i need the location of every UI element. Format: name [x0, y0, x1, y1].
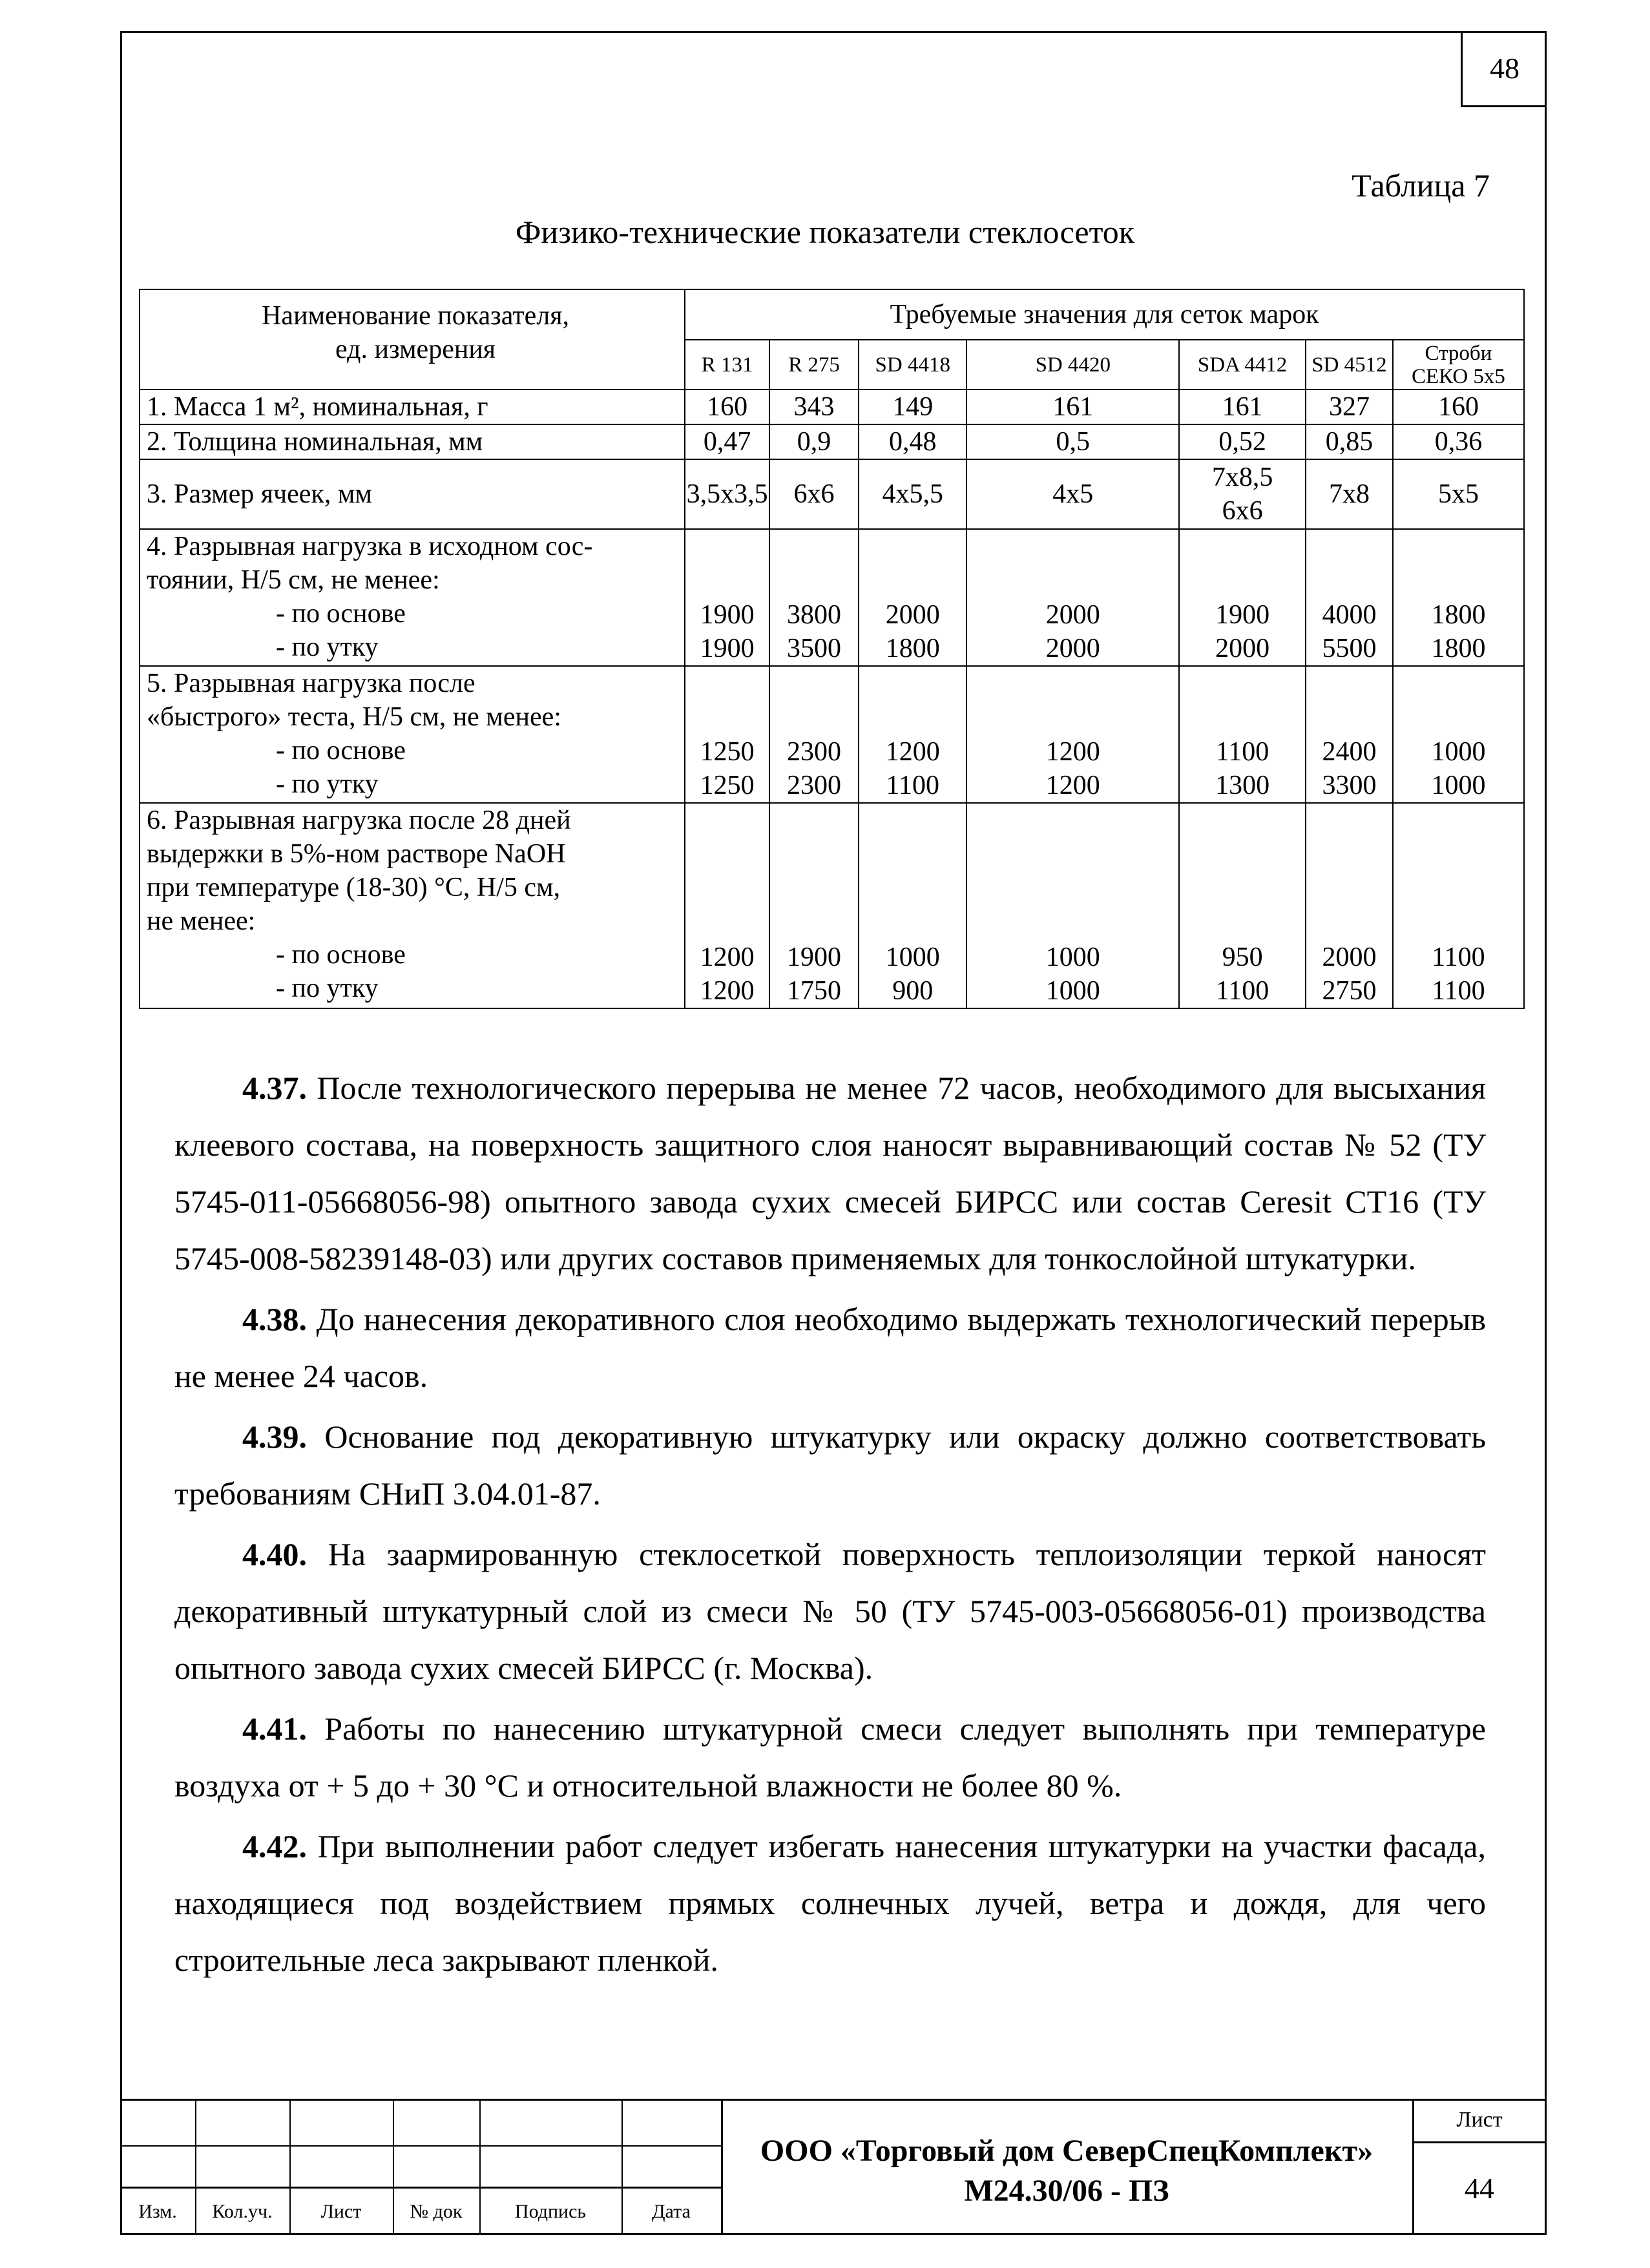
row5-weft: 1300 — [1215, 771, 1270, 800]
row1-value: 161 — [1179, 390, 1306, 424]
row4-cell — [1306, 529, 1393, 666]
stamp-col-data: Дата — [652, 2201, 691, 2222]
sheet-number: 44 — [1465, 2172, 1494, 2205]
paragraph-number: 4.41. — [242, 1711, 307, 1747]
paragraph-4-39 — [174, 1408, 1486, 1522]
body-text — [174, 1059, 1486, 1988]
row6-warp-label: - по основе — [276, 940, 406, 970]
row6-warp: 1000 — [885, 942, 940, 972]
row5-weft: 1100 — [886, 771, 939, 800]
row4-cell — [1393, 529, 1524, 666]
paragraph-4-42 — [174, 1818, 1486, 1988]
paragraph-4-37 — [174, 1059, 1486, 1287]
row6-cell — [859, 803, 966, 1008]
paragraph-text: При выполнении работ следует избегать нанесения штукатурки на участки фасада, находящиеся под воздействием прямых солнечных лучей, ветра и дождя, для чего строительные леса закрывают пленкой. — [174, 1828, 1486, 1978]
row6-cell — [1393, 803, 1524, 1008]
row2-value: 0,9 — [769, 424, 859, 459]
stamp-top-line — [120, 2099, 1547, 2101]
specs-table — [139, 289, 1525, 1009]
row6-cell — [769, 803, 859, 1008]
row4-cell — [1179, 529, 1306, 666]
paragraph-number: 4.37. — [242, 1070, 307, 1106]
row5-cell — [685, 666, 769, 803]
row5-warp: 1250 — [700, 737, 755, 767]
row4-weft: 1800 — [885, 634, 940, 663]
row2-value: 0,47 — [685, 424, 769, 459]
row4-title: 4. Разрывная нагрузка в исходном сос- тоянии, Н/5 см, не менее: — [147, 532, 593, 595]
mark-strobi: Строби СЕКО 5х5 — [1393, 340, 1524, 390]
paragraph-text: На заармированную стеклосеткой поверхность теплоизоляции теркой наносят декоративный штукатурный слой из смеси № 50 (ТУ 5745-003-05668056-01) производства опытного завода сухих смесей БИРСС (г. Москва). — [174, 1536, 1486, 1686]
row5-warp-label: - по основе — [276, 736, 406, 765]
row6-cell — [1306, 803, 1393, 1008]
mark-sd4418: SD 4418 — [859, 340, 966, 390]
row4-warp: 2000 — [1045, 600, 1100, 630]
row2-value: 0,85 — [1306, 424, 1393, 459]
organization-name: ООО «Торговый дом СеверСпецКомплект» — [760, 2134, 1373, 2168]
row5-warp: 1100 — [1215, 737, 1269, 767]
row1-value: 161 — [966, 390, 1179, 424]
stamp-col-podpis: Подпись — [514, 2201, 587, 2222]
row5-cell — [769, 666, 859, 803]
row3-value: 4х5,5 — [859, 459, 966, 529]
row5-warp: 1200 — [885, 737, 940, 767]
row5-warp: 1200 — [1045, 737, 1100, 767]
mark-sd4512: SD 4512 — [1306, 340, 1393, 390]
row3-value: 7х8 — [1306, 459, 1393, 529]
row4-cell — [966, 529, 1179, 666]
row4-warp: 1900 — [700, 600, 755, 630]
paragraph-text: После технологического перерыва не менее 72 часов, необходимого для высыхания клеевого состава, на поверхность защитного слоя наносят выравнивающий состав № 52 (ТУ 5745-011-05668056-98) опытного завода сухих смесей БИРСС или состав Ceresit CT16 (ТУ 5745-008-58239148-03) или других составов применяемых для тонкослойной штукатурки. — [174, 1070, 1486, 1276]
table-title: Физико-технические показатели стеклосеток — [515, 214, 1135, 250]
stamp-row-line — [1412, 2141, 1547, 2143]
row4-warp-label: - по основе — [276, 599, 406, 629]
row6-warp: 2000 — [1322, 942, 1377, 972]
row4-weft: 2000 — [1215, 634, 1270, 663]
row2-name: 2. Толщина номинальная, мм — [140, 424, 685, 459]
row2-value: 0,52 — [1179, 424, 1306, 459]
row1-value: 343 — [769, 390, 859, 424]
paragraph-number: 4.42. — [242, 1828, 307, 1864]
row5-weft-label: - по утку — [276, 769, 379, 799]
row4-warp: 1900 — [1215, 600, 1270, 630]
document-code: М24.30/06 - ПЗ — [964, 2174, 1169, 2208]
row4-warp: 2000 — [885, 600, 940, 630]
row6-weft: 1100 — [1432, 976, 1485, 1006]
row3-value: 6х6 — [769, 459, 859, 529]
row3-name: 3. Размер ячеек, мм — [140, 459, 685, 529]
row6-weft: 1100 — [1215, 976, 1269, 1006]
sheet-label: Лист — [1456, 2108, 1503, 2132]
row4-name — [140, 529, 685, 666]
row6-warp: 950 — [1222, 942, 1263, 972]
row6-weft: 1000 — [1045, 976, 1100, 1006]
title-block — [120, 2099, 1547, 2235]
row1-name: 1. Масса 1 м², номинальная, г — [140, 390, 685, 424]
row3-value: 3,5х3,5 — [685, 459, 769, 529]
header-required-cell: Требуемые значения для сеток марок — [685, 289, 1524, 340]
paragraph-4-41 — [174, 1700, 1486, 1814]
stamp-col-kolich: Кол.уч. — [212, 2201, 273, 2222]
paragraph-4-40 — [174, 1526, 1486, 1696]
stamp-row-line — [120, 2187, 721, 2189]
row5-name — [140, 666, 685, 803]
row3-value: 4х5 — [966, 459, 1179, 529]
row4-cell — [769, 529, 859, 666]
row5-cell — [966, 666, 1179, 803]
row5-weft: 1200 — [1045, 771, 1100, 800]
row4-weft: 2000 — [1045, 634, 1100, 663]
stamp-row-line — [120, 2145, 721, 2147]
row5-weft: 1000 — [1431, 771, 1486, 800]
row6-weft: 900 — [892, 976, 934, 1006]
row6-cell — [966, 803, 1179, 1008]
row4-weft-label: - по утку — [276, 632, 379, 662]
paragraph-text: Основание под декоративную штукатурку или окраску должно соответствовать требованиям СНиП 3.04.01-87. — [174, 1419, 1486, 1512]
row6-name — [140, 803, 685, 1008]
row4-warp: 1800 — [1431, 600, 1486, 630]
row6-weft-label: - по утку — [276, 973, 379, 1003]
row6-warp: 1100 — [1432, 942, 1485, 972]
table-caption: Таблица 7 — [1352, 167, 1490, 203]
row4-warp: 3800 — [787, 600, 842, 630]
row6-weft: 1750 — [787, 976, 842, 1006]
row6-weft: 2750 — [1322, 976, 1377, 1006]
row5-cell — [1393, 666, 1524, 803]
row6-warp: 1200 — [700, 942, 755, 972]
paragraph-number: 4.39. — [242, 1419, 307, 1455]
row5-warp: 2400 — [1322, 737, 1377, 767]
row2-value: 0,48 — [859, 424, 966, 459]
stamp-col-list: Лист — [320, 2201, 362, 2222]
row5-warp: 2300 — [787, 737, 842, 767]
row5-weft: 3300 — [1322, 771, 1377, 800]
mark-r275: R 275 — [769, 340, 859, 390]
row4-warp: 4000 — [1322, 600, 1377, 630]
row6-cell — [685, 803, 769, 1008]
row5-cell — [859, 666, 966, 803]
row4-weft: 3500 — [787, 634, 842, 663]
row5-weft: 1250 — [700, 771, 755, 800]
stamp-col-izm: Изм. — [138, 2201, 177, 2222]
row2-value: 0,5 — [966, 424, 1179, 459]
row6-title: 6. Разрывная нагрузка после 28 дней выдержки в 5%-ном растворе NaOH при температуре (18-30) °С, Н/5 см, не менее: — [147, 806, 571, 936]
row4-weft: 1900 — [700, 634, 755, 663]
row1-value: 149 — [859, 390, 966, 424]
row4-weft: 1800 — [1431, 634, 1486, 663]
row4-cell — [859, 529, 966, 666]
row5-warp: 1000 — [1431, 737, 1486, 767]
paragraph-number: 4.40. — [242, 1536, 307, 1572]
paragraph-text: Работы по нанесению штукатурной смеси следует выполнять при температуре воздуха от + 5 до + 30 °С и относительной влажности не более 80 %. — [174, 1711, 1486, 1804]
mark-r131: R 131 — [685, 340, 769, 390]
mark-sda4412: SDA 4412 — [1179, 340, 1306, 390]
row4-weft: 5500 — [1322, 634, 1377, 663]
row2-value: 0,36 — [1393, 424, 1524, 459]
header-name-cell: Наименование показателя, ед. измерения — [140, 289, 685, 390]
stamp-col-ndok: № док — [410, 2201, 463, 2222]
row5-title: 5. Разрывная нагрузка после «быстрого» теста, Н/5 см, не менее: — [147, 669, 561, 732]
row1-value: 327 — [1306, 390, 1393, 424]
row1-value: 160 — [1393, 390, 1524, 424]
row5-cell — [1306, 666, 1393, 803]
row5-cell — [1179, 666, 1306, 803]
page-number: 48 — [1461, 31, 1547, 107]
row6-warp: 1000 — [1045, 942, 1100, 972]
row4-cell — [685, 529, 769, 666]
row1-value: 160 — [685, 390, 769, 424]
row6-weft: 1200 — [700, 976, 755, 1006]
paragraph-4-38 — [174, 1291, 1486, 1404]
row3-value: 7х8,5 6х6 — [1179, 459, 1306, 529]
row6-cell — [1179, 803, 1306, 1008]
mark-sd4420: SD 4420 — [966, 340, 1179, 390]
row5-weft: 2300 — [787, 771, 842, 800]
paragraph-number: 4.38. — [242, 1301, 307, 1337]
row3-value: 5х5 — [1393, 459, 1524, 529]
row6-warp: 1900 — [787, 942, 842, 972]
paragraph-text: До нанесения декоративного слоя необходимо выдержать технологический перерыв не менее 24 часов. — [174, 1301, 1486, 1394]
